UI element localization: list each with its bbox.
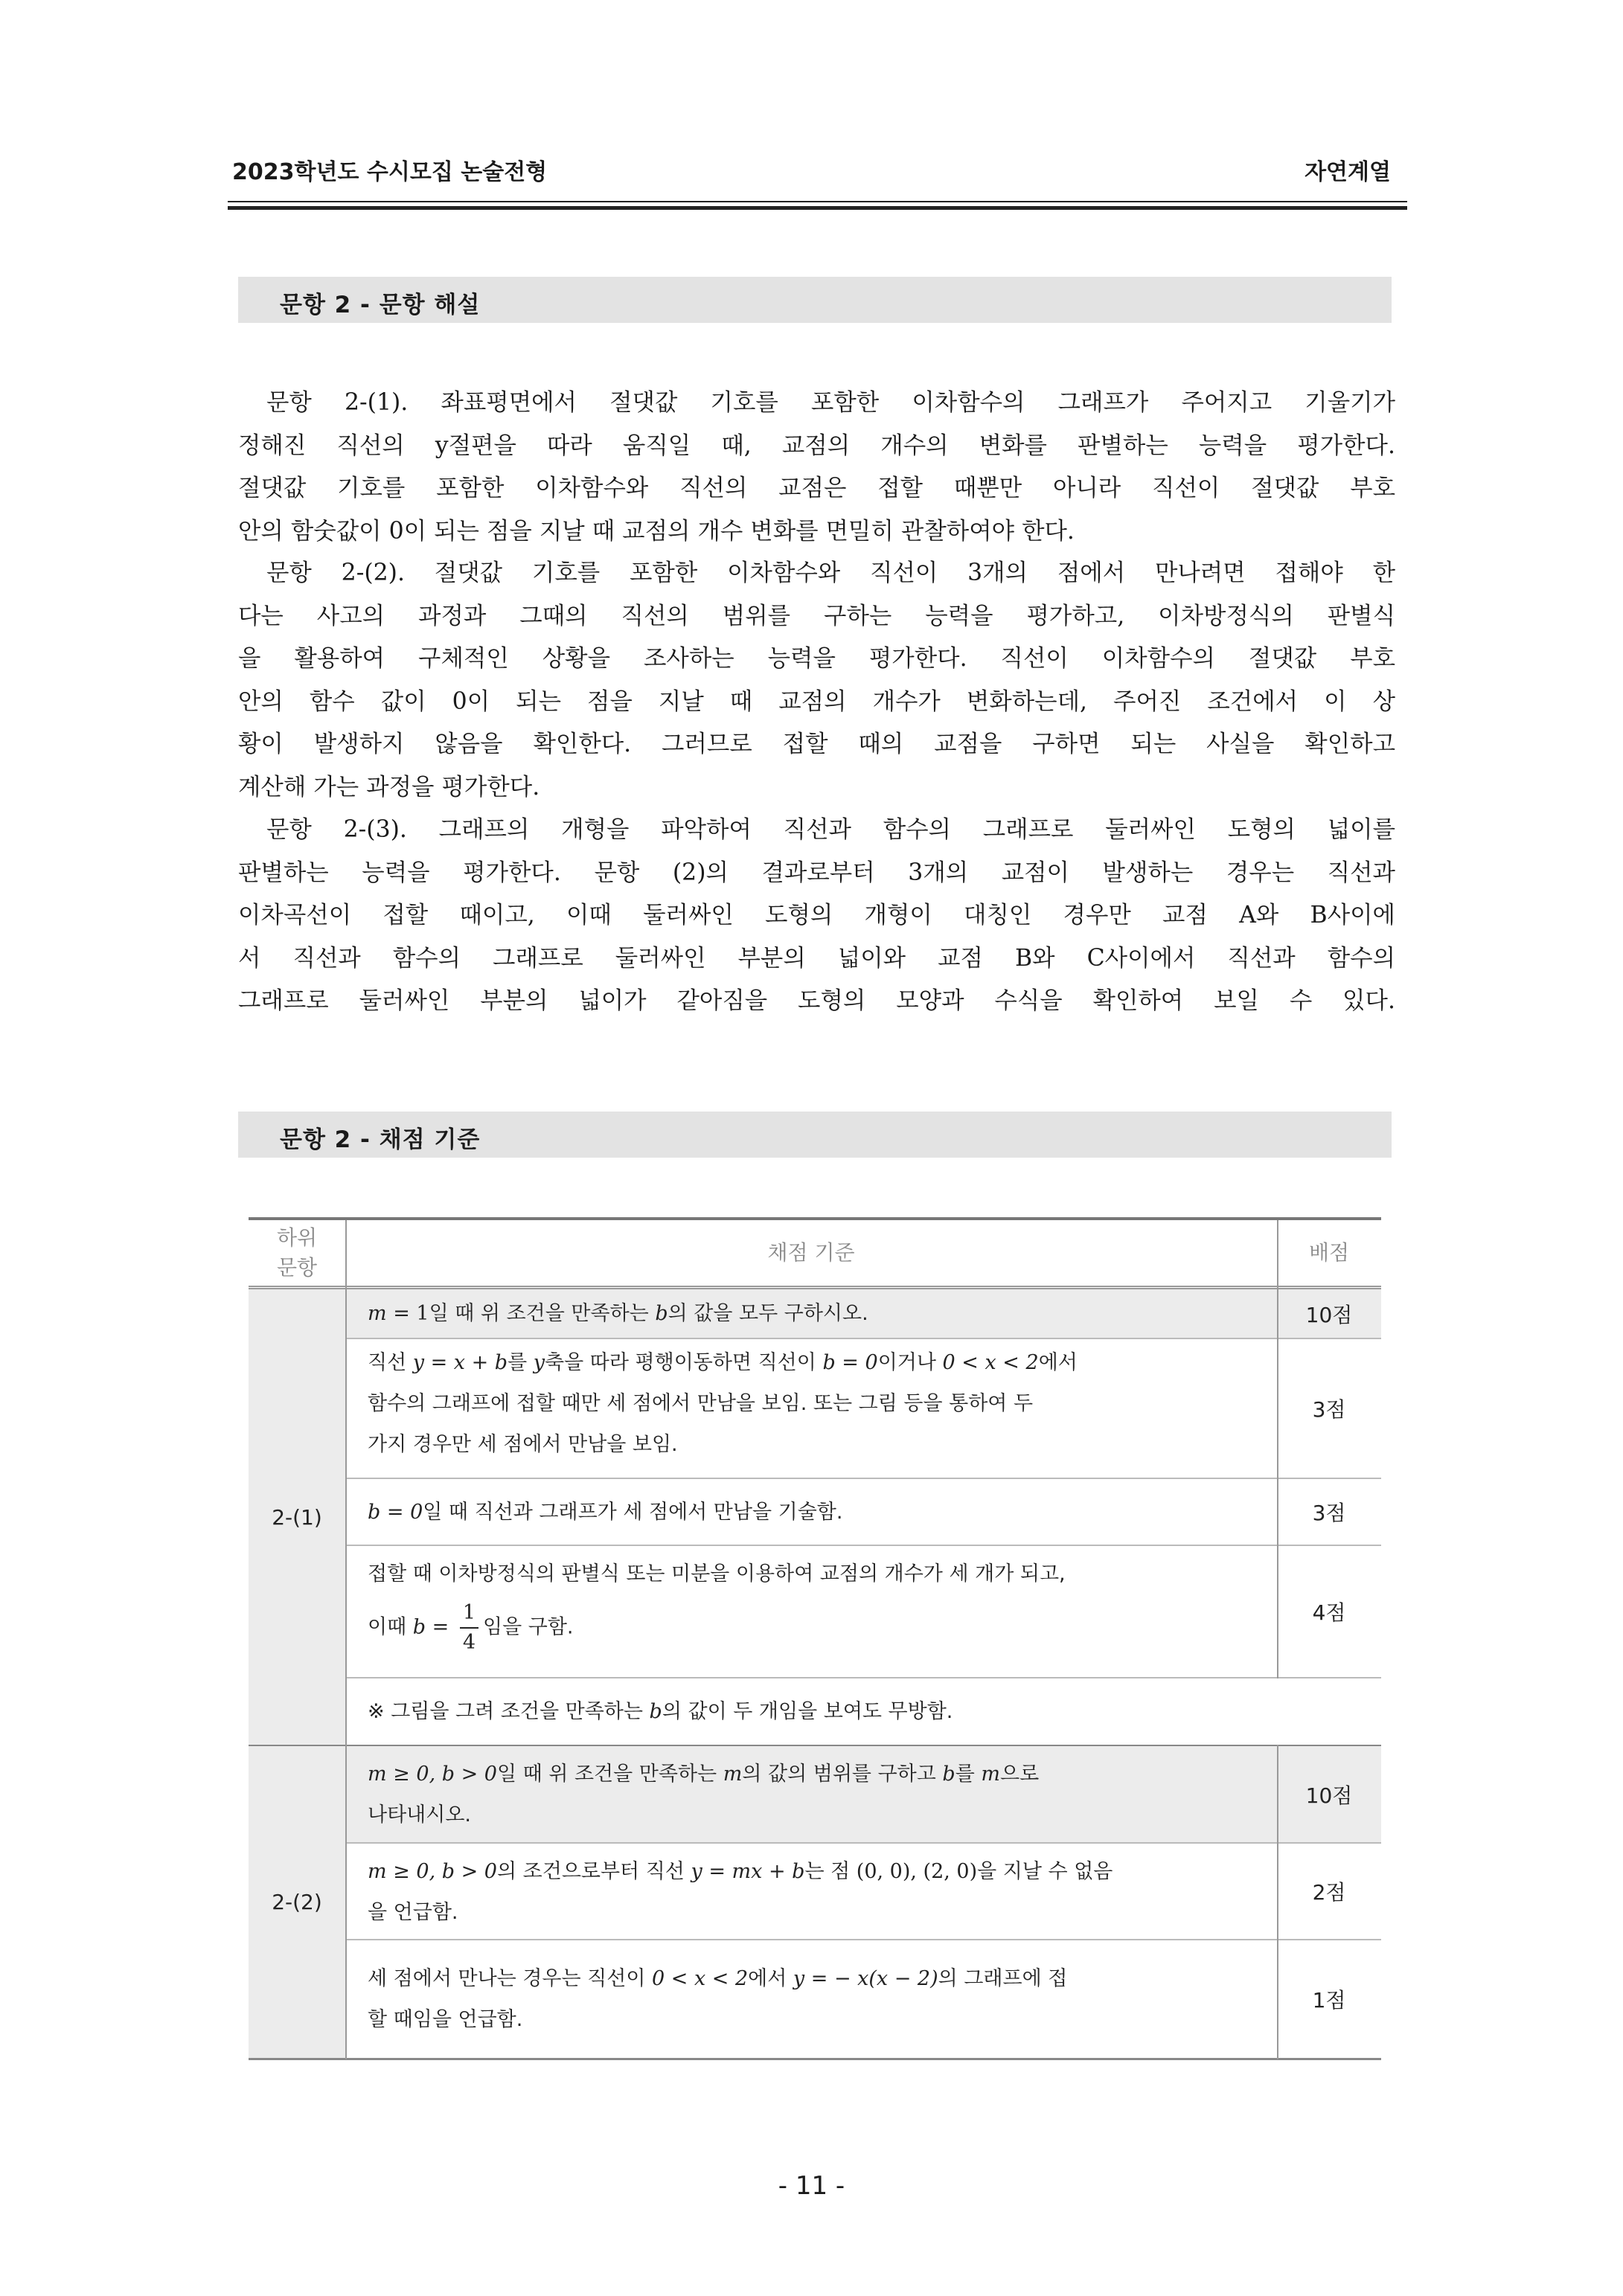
table-bottom-border	[249, 2058, 1381, 2060]
text-span: 축을 따라 평행이동하면 직선이	[545, 1351, 823, 1374]
text-span: 직선	[368, 1351, 413, 1374]
text-span: 를	[955, 1763, 982, 1786]
math-expr: = 1	[386, 1302, 429, 1325]
criteria-text	[368, 1492, 842, 1533]
column-divider	[1277, 1745, 1278, 2059]
criteria-row	[345, 1342, 1277, 1478]
math-expr: b = 0	[368, 1500, 423, 1524]
text-span: 임을 구함.	[483, 1615, 574, 1639]
criteria-line: 가지 경우만 세 점에서 만남을 보임.	[368, 1433, 678, 1456]
text-span: 는 점	[804, 1860, 857, 1883]
text-span: 으로	[999, 1763, 1040, 1786]
math-var: b	[942, 1763, 955, 1786]
criteria-line	[368, 1851, 1259, 1892]
text-span: 세 점에서 만나는 경우는 직선이	[368, 1967, 652, 1990]
criteria-line: 할 때임을 언급함.	[368, 2008, 523, 2031]
text-line: 문항 2-(3). 그래프의 개형을 파악하여 직선과 함수의 그래프로 둘러싸인 도형의 넓이를	[266, 816, 1395, 843]
text-span: 를	[508, 1351, 534, 1374]
subitem-2-1: 2-(1)	[249, 1289, 345, 1745]
text-line: 계산해 가는 과정을 평가한다.	[238, 773, 540, 801]
criteria-row-question	[345, 1746, 1277, 1842]
criteria-row	[345, 1479, 1277, 1545]
header-divider-thick	[228, 206, 1407, 210]
section-heading-grading	[238, 1112, 1392, 1158]
section-title: 문항 2 - 문항 해설	[280, 292, 481, 318]
text-span: 의 값이 두 개임을 보여도 무방함.	[662, 1700, 953, 1723]
criteria-row-question	[345, 1289, 1277, 1338]
math-expr: 0 < x < 2	[651, 1967, 749, 1990]
points-cell: 10점	[1277, 1746, 1381, 1842]
text-line: 이차곡선이 접할 때이고, 이때 둘러싸인 도형의 개형이 대칭인 경우만 교점 A와 B사이에	[238, 902, 1395, 929]
text-span: 일 때 직선과 그래프가 세 점에서 만남을 기술함.	[423, 1500, 843, 1524]
subitem-2-2: 2-(2)	[249, 1746, 345, 2058]
points-cell: 3점	[1312, 1501, 1346, 1525]
math-var: b	[649, 1700, 662, 1723]
fraction-numerator: 1	[460, 1599, 478, 1629]
criteria-line	[368, 1342, 1259, 1383]
math-expr: m ≥ 0, b > 0	[368, 1763, 497, 1786]
fraction	[460, 1599, 478, 1657]
math-expr: b =	[412, 1615, 455, 1639]
points-cell: 2점	[1312, 1880, 1346, 1905]
points-cell: 10점	[1277, 1289, 1381, 1338]
text-line: 안의 함숫값이 0이 되는 점을 지날 때 교점의 개수 변화를 면밀히 관찰하여야 한다.	[238, 517, 1075, 545]
math-var: y	[533, 1351, 545, 1374]
text-span: 의 값의 범위를 구하고	[742, 1763, 943, 1786]
text-span: 이때	[368, 1615, 413, 1639]
grading-table	[249, 1217, 1381, 2058]
criteria-line	[368, 1599, 1259, 1657]
text-line: 문항 2-(2). 절댓값 기호를 포함한 이차함수와 직선이 3개의 점에서 만나려면 접해야 한	[266, 559, 1395, 586]
text-line: 다는 사고의 과정과 그때의 직선의 범위를 구하는 능력을 평가하고, 이차방정식의 판별식	[238, 602, 1395, 629]
text-span: 을 지날 수 없음	[977, 1860, 1113, 1883]
column-divider	[345, 1220, 347, 2059]
points-cell: 1점	[1312, 1988, 1346, 2013]
math-expr: y = x + b	[412, 1351, 508, 1374]
header-subitem	[249, 1220, 345, 1286]
criteria-text	[368, 1691, 953, 1732]
text-line: 문항 2-(1). 좌표평면에서 절댓값 기호를 포함한 이차함수의 그래프가 주어지고 기울기가	[266, 389, 1395, 416]
page-number: - 11 -	[778, 2171, 845, 2201]
text-span: 의 값을 모두 구하시오.	[668, 1302, 868, 1325]
criteria-note	[345, 1678, 1381, 1745]
math-var: m	[723, 1763, 743, 1786]
text-span: 의 그래프에 접	[938, 1967, 1068, 1990]
header-subitem-text	[277, 1223, 317, 1283]
math-expr: y = − x(x − 2)	[793, 1967, 938, 1990]
text-span: 일 때 위 조건을 만족하는	[496, 1763, 723, 1786]
row-divider	[345, 1545, 1381, 1546]
header-criteria: 채점 기준	[767, 1240, 855, 1265]
section-title: 문항 2 - 채점 기준	[280, 1126, 481, 1153]
text-line	[238, 425, 1395, 468]
criteria-line: 나타내시오.	[368, 1803, 471, 1827]
points-cell: 4점	[1312, 1600, 1346, 1625]
points-cell: 3점	[1312, 1397, 1346, 1422]
math-expr: 0 < x < 2	[942, 1351, 1039, 1374]
text-span: 일 때 위 조건을 만족하는	[429, 1302, 656, 1325]
text-span: 에서	[748, 1967, 793, 1990]
criteria-line	[368, 1958, 1259, 1999]
math-var: m	[368, 1302, 387, 1325]
explanation-paragraph-3	[238, 809, 1395, 1023]
math-var: b	[655, 1302, 668, 1325]
text-span: 이거나	[877, 1351, 943, 1374]
criteria-row	[345, 1553, 1277, 1677]
section-heading-explanation	[238, 277, 1392, 323]
text-line: 서 직선과 함수의 그래프로 둘러싸인 부분의 넓이와 교점 B와 C사이에서 직선과 함수의	[238, 944, 1395, 972]
math-expr: b = 0	[822, 1351, 878, 1374]
criteria-text	[368, 1293, 868, 1334]
explanation-paragraph-2	[238, 552, 1395, 809]
row-divider	[345, 1338, 1381, 1339]
text-line: 안의 함수 값이 0이 되는 점을 지날 때 교점의 개수가 변화하는데, 주어진 조건에서 이 상	[238, 687, 1395, 715]
text-line: 을 활용하여 구체적인 상황을 조사하는 능력을 평가한다. 직선이 이차함수의 절댓값 부호	[238, 645, 1395, 672]
text-line: 절댓값 기호를 포함한 이차함수와 직선의 교점은 접할 때뿐만 아니라 직선이 절댓값 부호	[238, 475, 1395, 501]
text-line: 황이 발생하지 않음을 확인한다. 그러므로 접할 때의 교점을 구하면 되는 사실을 확인하고	[238, 731, 1395, 757]
text-span: 의 조건으로부터 직선	[496, 1860, 691, 1883]
criteria-line	[368, 1754, 1259, 1795]
header-points: 배점	[1308, 1240, 1350, 1265]
fraction-denominator: 4	[462, 1631, 476, 1654]
text-line: 판별하는 능력을 평가한다. 문항 (2)의 결과로부터 3개의 교점이 발생하는 경우는 직선과	[238, 859, 1395, 886]
header-subitem-line2: 문항	[276, 1255, 318, 1280]
criteria-line: 함수의 그래프에 접할 때만 세 점에서 만남을 보임. 또는 그림 등을 통하여 두	[368, 1392, 1034, 1415]
criteria-line: 을 언급함.	[368, 1901, 458, 1924]
header-subitem-line1: 하위	[276, 1225, 318, 1250]
math-var: m	[981, 1763, 1000, 1786]
math-expr: m ≥ 0, b > 0	[368, 1860, 497, 1883]
criteria-row	[345, 1940, 1277, 2058]
document-header-category: 자연계열	[1305, 159, 1391, 185]
header-divider	[228, 201, 1407, 202]
text-span: ※ 그림을 그려 조건을 만족하는	[368, 1700, 650, 1723]
criteria-row	[345, 1844, 1277, 1939]
criteria-line: 접할 때 이차방정식의 판별식 또는 미분을 이용하여 교점의 개수가 세 개가 되고,	[368, 1562, 1066, 1585]
column-divider	[1277, 1220, 1278, 1678]
math-expr: (0, 0), (2, 0)	[856, 1860, 978, 1883]
explanation-paragraph-1	[238, 382, 1395, 553]
text-span: 정해진 직선의 y절편을 따라 움직일 때, 교점의 개수의 변화를 판별하는 능력을 평가한다.	[238, 432, 1395, 459]
math-expr: y = mx + b	[691, 1860, 805, 1883]
document-header-title: 2023학년도 수시모집 논술전형	[232, 159, 548, 185]
text-span: 에서	[1038, 1351, 1078, 1374]
text-line: 그래프로 둘러싸인 부분의 넓이가 같아짐을 도형의 모양과 수식을 확인하여 보일 수 있다.	[238, 987, 1395, 1014]
